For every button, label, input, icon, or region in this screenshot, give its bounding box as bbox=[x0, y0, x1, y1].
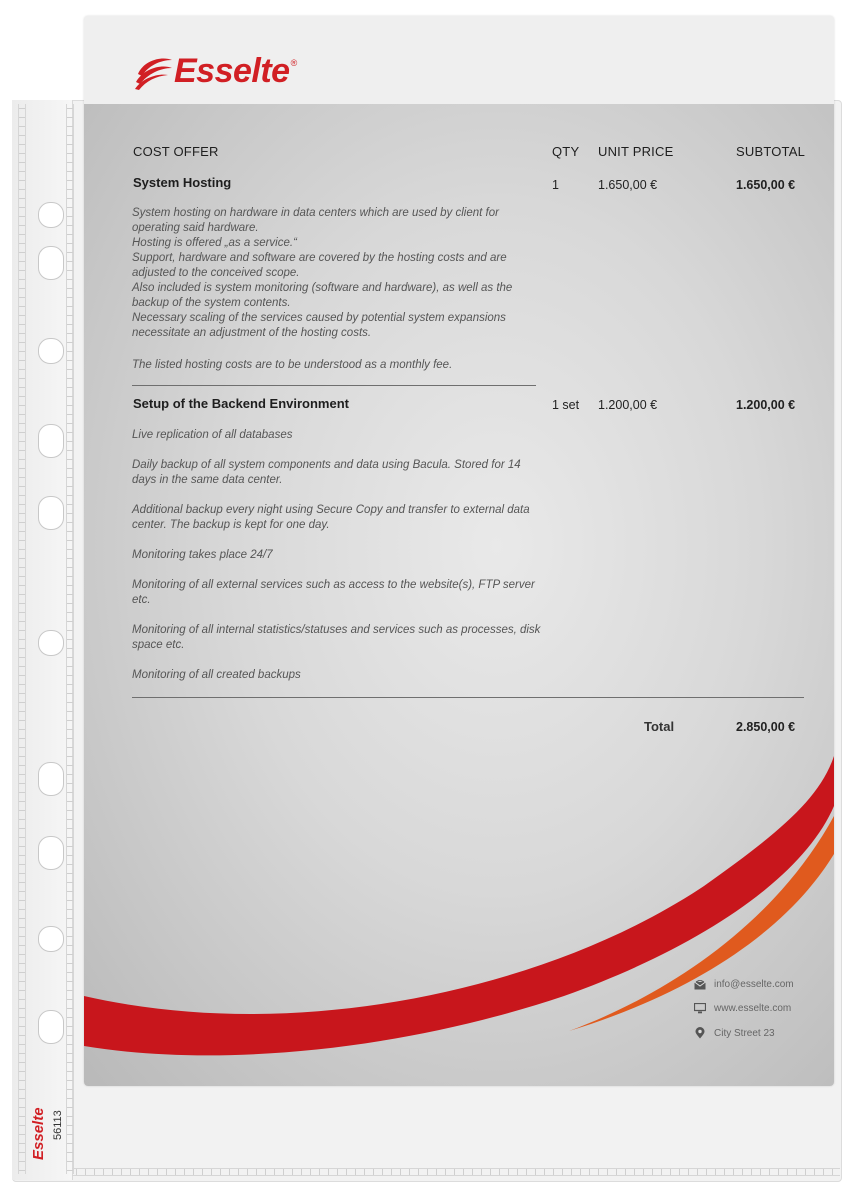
description-line: Monitoring of all created backups bbox=[132, 669, 301, 681]
item-title-backend-setup: Setup of the Backend Environment bbox=[133, 396, 349, 411]
monitor-icon bbox=[694, 1003, 706, 1014]
location-pin-icon bbox=[694, 1027, 706, 1039]
punch-hole bbox=[38, 202, 64, 228]
description-line: Monitoring of all external services such as access to the website(s), FTP server etc. bbox=[132, 579, 535, 606]
description-line: Daily backup of all system components and data using Bacula. Stored for 14 days in the same data center. bbox=[132, 459, 521, 486]
description-line: System hosting on hardware in data centers which are used by client for operating said hardware. bbox=[132, 207, 499, 234]
item-unit-price: 1.650,00 € bbox=[598, 178, 658, 192]
perforation-line bbox=[18, 104, 26, 1174]
description-line: Necessary scaling of the services caused by potential system expansions necessitate an adjustment of the hosting costs. bbox=[132, 312, 506, 339]
total-label: Total bbox=[644, 719, 675, 734]
envelope-icon bbox=[694, 980, 706, 990]
punch-hole bbox=[38, 424, 64, 458]
description-line: Additional backup every night using Secure Copy and transfer to external data center. The backup is kept for one day. bbox=[132, 504, 530, 531]
contact-email bbox=[694, 979, 794, 990]
item-description bbox=[132, 206, 542, 373]
cost-offer-document bbox=[84, 16, 834, 1086]
brand-name: Esselte bbox=[174, 52, 290, 90]
item-subtotal: 1.650,00 € bbox=[736, 178, 796, 192]
registered-mark: ® bbox=[290, 57, 298, 68]
header-cost-offer: COST OFFER bbox=[133, 144, 219, 159]
contact-address-text: City Street 23 bbox=[714, 1027, 775, 1039]
item-title-system-hosting: System Hosting bbox=[133, 175, 232, 190]
header-unit-price: UNIT PRICE bbox=[598, 144, 674, 159]
item-divider bbox=[132, 385, 536, 386]
contact-web-text: www.esselte.com bbox=[714, 1003, 792, 1014]
brand-logo bbox=[134, 52, 297, 91]
punch-hole bbox=[38, 338, 64, 364]
description-line: Monitoring takes place 24/7 bbox=[132, 549, 273, 561]
perforation-line-bottom bbox=[72, 1168, 840, 1176]
contact-web bbox=[694, 1003, 791, 1014]
description-line: Live replication of all databases bbox=[132, 429, 293, 441]
sleeve-label bbox=[22, 1090, 82, 1170]
punch-hole bbox=[38, 630, 64, 656]
header-subtotal: SUBTOTAL bbox=[736, 144, 806, 159]
description-line: Hosting is offered „as a service.“ bbox=[132, 237, 297, 249]
description-line: Also included is system monitoring (software and hardware), as well as the backup of the system contents. bbox=[132, 282, 513, 309]
contact-address bbox=[694, 1027, 775, 1039]
item-unit-price: 1.200,00 € bbox=[598, 398, 658, 412]
esselte-swoosh-icon bbox=[134, 54, 174, 90]
contact-email-text: info@esselte.com bbox=[714, 979, 794, 990]
description-line: The listed hosting costs are to be understood as a monthly fee. bbox=[132, 359, 453, 371]
table-bottom-rule bbox=[132, 697, 804, 698]
punch-hole bbox=[38, 1010, 64, 1044]
punch-hole bbox=[38, 926, 64, 952]
description-line: Monitoring of all internal statistics/statuses and services such as processes, disk space etc. bbox=[132, 624, 541, 651]
header-qty: QTY bbox=[552, 144, 580, 159]
punch-hole bbox=[38, 762, 64, 796]
sleeve-product-code: 56113 bbox=[52, 1110, 64, 1140]
item-description bbox=[132, 428, 542, 683]
item-qty: 1 set bbox=[552, 398, 580, 412]
description-line: Support, hardware and software are covered by the hosting costs and are adjusted to the conceived scope. bbox=[132, 252, 507, 279]
item-subtotal: 1.200,00 € bbox=[736, 398, 796, 412]
item-qty: 1 bbox=[552, 178, 559, 192]
punch-hole bbox=[38, 246, 64, 280]
punch-hole bbox=[38, 496, 64, 530]
total-value: 2.850,00 € bbox=[736, 720, 796, 734]
perforation-line bbox=[66, 104, 74, 1174]
punch-hole bbox=[38, 836, 64, 870]
sleeve-brand-logo: Esselte bbox=[30, 1107, 47, 1160]
